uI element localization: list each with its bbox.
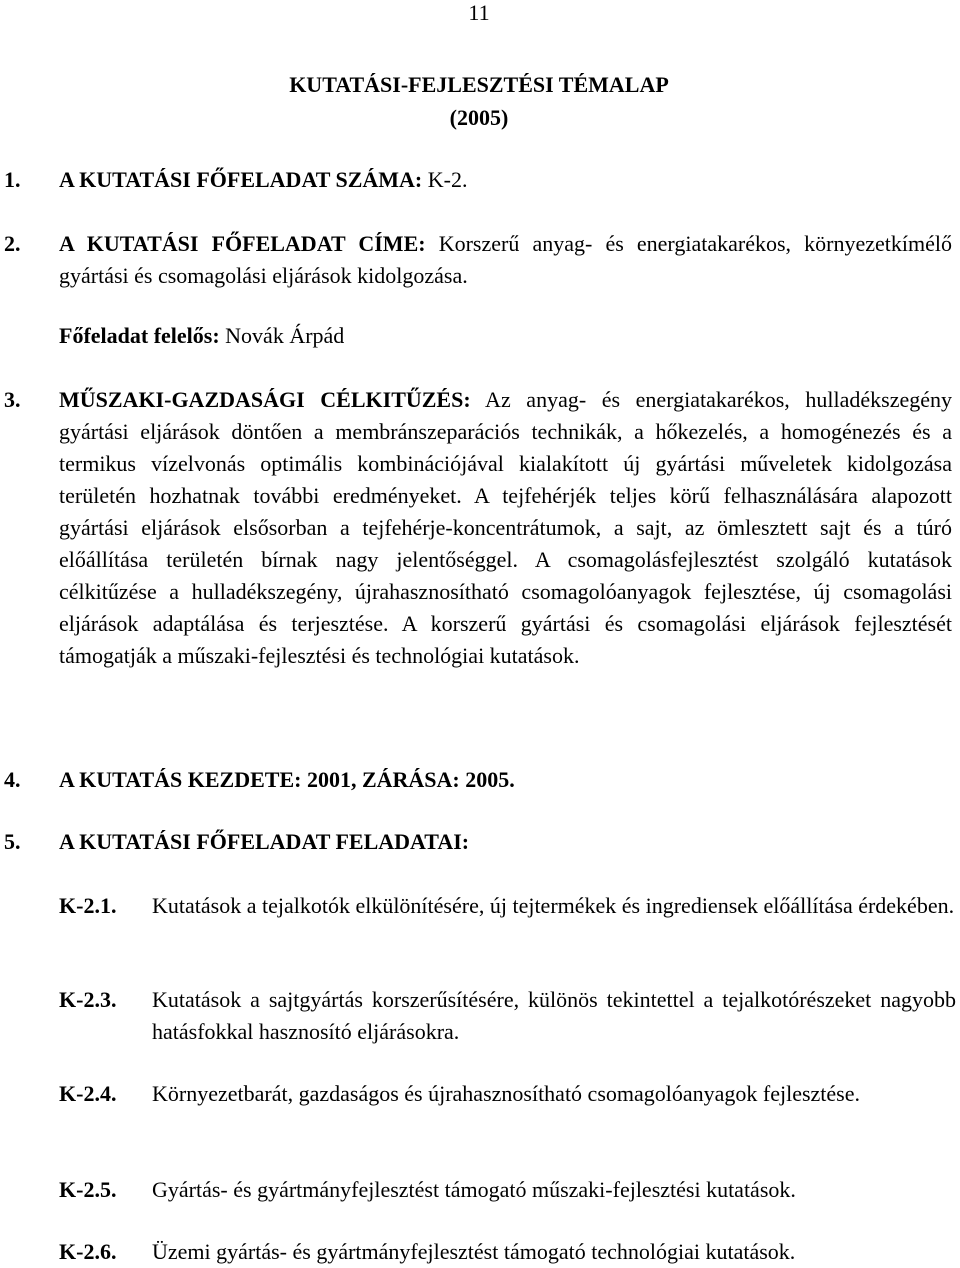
task-text: Kutatások a sajtgyártás korszerűsítésére, különös tekintettel a tejalkotórészeket nagyobb hatásfokkal hasznosító eljárásokra. — [152, 987, 956, 1044]
title-line-2: (2005) — [449, 105, 509, 130]
title-line-1: KUTATÁSI-FEJLESZTÉSI TÉMALAP — [289, 72, 669, 97]
section-2 — [4, 228, 952, 292]
task-code: K-2.3. — [59, 987, 117, 1012]
task-item — [59, 1078, 956, 1110]
task-code: K-2.4. — [59, 1081, 117, 1106]
task-code: K-2.5. — [59, 1177, 117, 1202]
section-1 — [4, 164, 952, 196]
section-5 — [4, 826, 952, 858]
task-item — [59, 1174, 956, 1206]
section-3-number: 3. — [4, 387, 21, 412]
section-2-label: A KUTATÁSI FŐFELADAT CÍME: — [59, 231, 426, 256]
section-2-number: 2. — [4, 231, 21, 256]
section-5-text: A KUTATÁSI FŐFELADAT FELADATAI: — [59, 829, 470, 854]
task-text: Kutatások a tejalkotók elkülönítésére, új tejtermékek és ingrediensek előállítása érdekében. — [152, 893, 955, 918]
section-3 — [4, 384, 952, 672]
task-text: Üzemi gyártás- és gyártmányfejlesztést támogató technológiai kutatások. — [152, 1239, 796, 1264]
section-1-number: 1. — [4, 167, 21, 192]
section-4-text: A KUTATÁS KEZDETE: 2001, ZÁRÁSA: 2005. — [59, 767, 515, 792]
section-2-value: Korszerű anyag- és energiatakarékos, környezetkímélő gyártási és csomagolási eljárások kidolgozása. — [59, 231, 952, 288]
section-4-number: 4. — [4, 767, 21, 792]
task-item — [59, 1236, 956, 1268]
section-3-value: Az anyag- és energiatakarékos, hulladékszegény gyártási eljárások döntően a membránszeparációs technikák, a hőkezelés, a homogénezés és a termikus vízelvonás optimális kombinációjával kialakított új gyártási műveletek kidolgozása területén hozhatnak további eredményeket. A tejfehérjék teljes körű felhasználására alapozott gyártási eljárások elsősorban a tejfehérje-koncentrátumok, a sajt, az ömlesztett sajt és a túró előállítása területén bírnak nagy jelentőséggel. A csomagolásfejlesztést szolgáló kutatások célkitűzése a hulladékszegény, újrahasznosítható csomagolóanyagok fejlesztése, új csomagolási eljárások adaptálása és terjesztése. A korszerű gyártási és csomagolási eljárások fejlesztését támogatják a műszaki-fejlesztési és technológiai kutatások. — [59, 387, 952, 668]
task-code: K-2.1. — [59, 893, 117, 918]
task-item — [59, 890, 956, 922]
task-text: Környezetbarát, gazdaságos és újrahasznosítható csomagolóanyagok fejlesztése. — [152, 1081, 861, 1106]
section-3-label: MŰSZAKI-GAZDASÁGI CÉLKITŰZÉS: — [59, 387, 471, 412]
document-title — [0, 68, 958, 134]
section-1-value: K-2. — [422, 167, 468, 192]
responsible-person — [4, 320, 952, 352]
responsible-value: Novák Árpád — [219, 323, 345, 348]
page-number: 11 — [468, 0, 490, 25]
section-5-number: 5. — [4, 829, 21, 854]
task-text: Gyártás- és gyártmányfejlesztést támogató műszaki-fejlesztési kutatások. — [152, 1177, 796, 1202]
task-code: K-2.6. — [59, 1239, 117, 1264]
section-1-label: A KUTATÁSI FŐFELADAT SZÁMA: — [59, 167, 423, 192]
section-4 — [4, 764, 952, 796]
responsible-label: Főfeladat felelős: — [59, 323, 220, 348]
task-item — [59, 984, 956, 1048]
